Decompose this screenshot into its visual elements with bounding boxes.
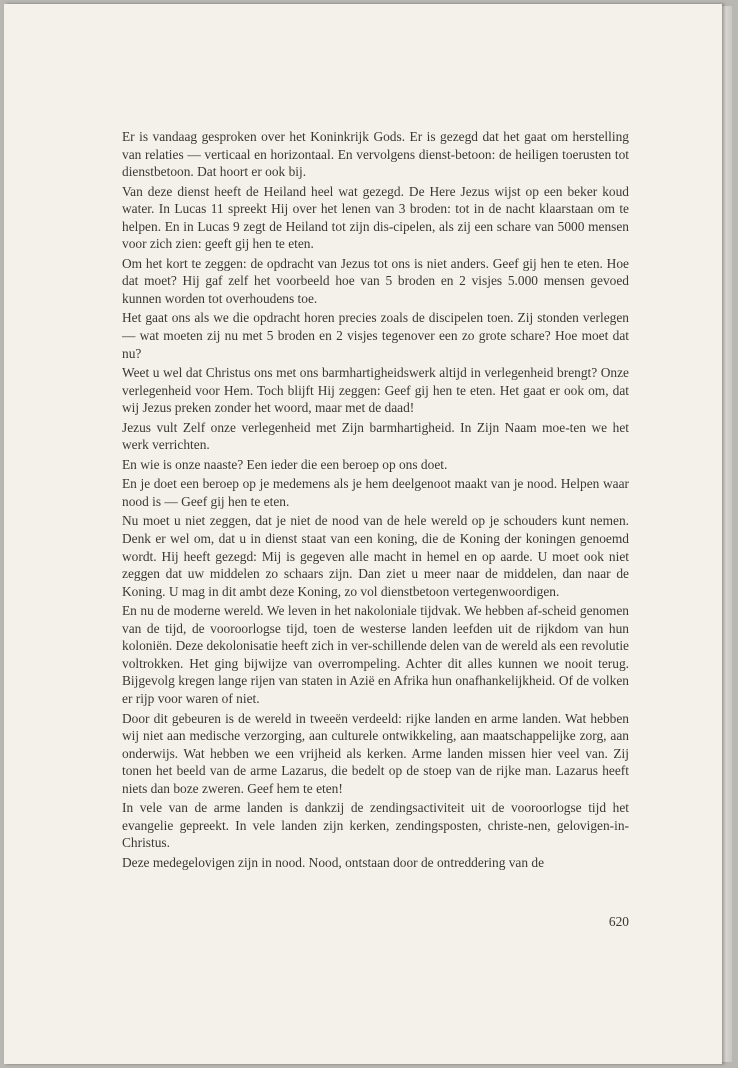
paragraph-8: En je doet een beroep op je medemens als je hem deelgenoot maakt van je nood. Helpen waar nood is — Geef gij hen te eten.: [122, 476, 629, 509]
page-number: 620: [608, 914, 629, 929]
paragraph-5: Weet u wel dat Christus ons met ons barmhartigheidswerk altijd in verlegenheid brengt? Onze verlegenheid voor Hem. Toch blijft Hij zeggen: Geef gij hen te eten. Het gaat er ook om, dat wij Jezus preken zonder het woord, maar met de daad!: [122, 365, 629, 416]
paragraph-9: Nu moet u niet zeggen, dat je niet de nood van de hele wereld op je schouders kunt nemen. Denk er wel om, dat u in dienst staat van een koning, die de Koning der koningen genoemd wordt. Hij heeft gezegd: Mij is gegeven alle macht in hemel en op aarde. U moet ook niet zeggen dat uw middelen zo schaars zijn. Dan ziet u meer naar de middelen, dan naar de Koning. U mag in dit ambt deze Koning, zo vol dienstbetoon vertegenwoordigen.: [122, 513, 629, 599]
page-edge: [722, 6, 732, 1062]
paragraph-1: Er is vandaag gesproken over het Koninkrijk Gods. Er is gezegd dat het gaat om herstelling van relaties — verticaal en horizontaal. En vervolgens dienst-betoon: de heiligen toerusten tot dienstbetoon. Dat hoort er ook bij.: [122, 129, 629, 180]
paragraph-12: In vele van de arme landen is dankzij de zendingsactiviteit uit de vooroorlogse tijd het evangelie gepreekt. In vele landen zijn kerken, zendingsposten, christe-nen, gelovigen-in-Christus.: [122, 800, 629, 851]
document-page: [4, 4, 722, 1064]
paragraph-3: Om het kort te zeggen: de opdracht van Jezus tot ons is niet anders. Geef gij hen te eten. Hoe dat moet? Hij gaf zelf het voorbeeld hoe van 5 broden en 2 visjes 5.000 mensen gevoed kunnen worden tot overhoudens toe.: [122, 255, 629, 306]
paragraph-7: En wie is onze naaste? Een ieder die een beroep op ons doet.: [122, 456, 448, 472]
paragraph-13: Deze medegelovigen zijn in nood. Nood, ontstaan door de ontreddering van de: [122, 854, 545, 870]
paragraph-4: Het gaat ons als we die opdracht horen precies zoals de discipelen toen. Zij stonden verlegen — wat moeten zij nu met 5 broden en 2 visjes tegenover een zo grote schare? Hoe moet dat nu?: [122, 310, 629, 361]
paragraph-6: Jezus vult Zelf onze verlegenheid met Zijn barmhartigheid. In Zijn Naam moe-ten we het werk verrichten.: [122, 419, 629, 453]
paragraph-10: En nu de moderne wereld. We leven in het nakoloniale tijdvak. We hebben af-scheid genomen van de tijd, de vooroorlogse tijd, toen de westerse landen leefden uit de rijkdom van hun koloniën. Deze dekolonisatie heeft zich in ver-schillende delen van de wereld als een revolutie voltrokken. Het ging bijwijze van overrompeling. Achter dit alles kunnen we nooit terug. Bijgevolg kregen lange rijen van staten in Azië en Afrika hun onafhankelijkheid. Of de volken er rijp voor waren of niet.: [122, 603, 629, 706]
paragraph-2: Van deze dienst heeft de Heiland heel wat gezegd. De Here Jezus wijst op een beker koud water. In Lucas 11 spreekt Hij over het lenen van 3 broden: tot in de nacht klaarstaan om te helpen. En in Lucas 9 zegt de Heiland tot zijn dis-cipelen, als zij een schare van 5000 mensen voor zich zien: geeft gij hen te eten.: [122, 183, 629, 252]
body-text: [122, 128, 629, 873]
paragraph-11: Door dit gebeuren is de wereld in tweeën verdeeld: rijke landen en arme landen. Wat hebben wij niet aan medische verzorging, aan culturele ontwikkeling, aan maatschappelijke zorg, aan onderwijs. Wat hebben we een vrijheid als kerken. Arme landen missen hier veel van. Zij tonen het beeld van de arme Lazarus, die bedelt op de stoep van de rijke man. Lazarus heeft niets dan boze zweren. Geef hem te eten!: [122, 710, 629, 796]
